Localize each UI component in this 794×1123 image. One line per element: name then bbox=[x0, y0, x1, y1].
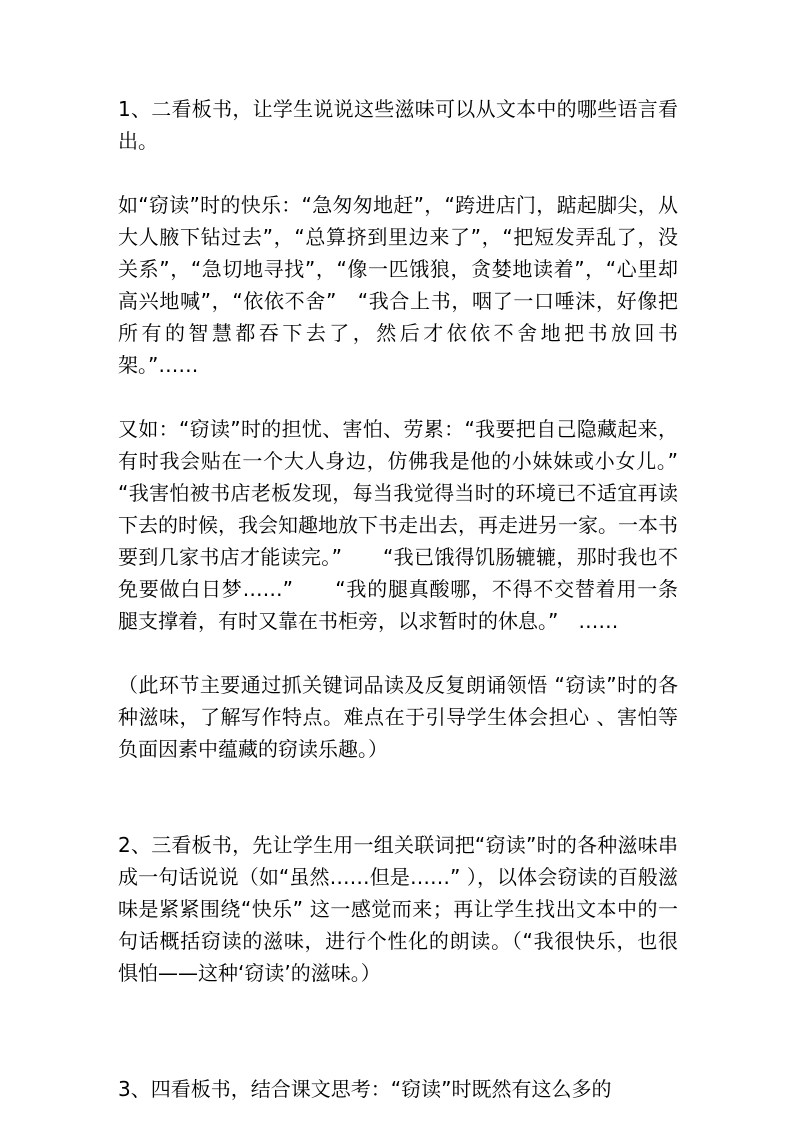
paragraph-worry-examples: 又如：“窃读”时的担忧、害怕、劳累：“我要把自己隐藏起来，有时我会贴在一个大人身边，仿佛我是他的小妹妹或小女儿。” “我害怕被书店老板发现，每当我觉得当时的环境已不适宜再读下去的时候，我会知趣地放下书走出去，再走进另一家。一本书要到几家书店才能读完。” “我已饿得饥肠辘辘，那时我也不免要做白日梦……” “我的腿真酸哪，不得不交替着用一条腿支撑着，有时又靠在书柜旁，以求暂时的休息。” …… bbox=[118, 417, 718, 633]
paragraph-step-3: 3、四看板书，结合课文思考：“窃读”时既然有这么多的 bbox=[118, 1077, 612, 1101]
spacer bbox=[118, 989, 678, 1073]
paragraph-step-1: 1、二看板书，让学生说说这些滋味可以从文本中的哪些语言看出。 bbox=[118, 97, 678, 153]
document-page bbox=[118, 93, 718, 1105]
spacer bbox=[118, 381, 678, 413]
paragraph-note: （此环节主要通过抓关键词品读及反复朗诵领悟 “窃读”时的各种滋味，了解写作特点。难点在于引导学生体会担心 、害怕等负面因素中蕴藏的窃读乐趣。） bbox=[118, 673, 678, 761]
paragraph-joy-examples: 如“窃读”时的快乐：“急匆匆地赶”，“跨进店门，踮起脚尖，从大人腋下钻过去”，“总算挤到里边来了”，“把短发弄乱了，没关系”，“急切地寻找”，“像一匹饿狼，贪婪地读着”，“心里却高兴地喊”，“依依不舍” “我合上书，咽了一口唾沫，好像把所有的智慧都吞下去了，然后才依依不舍地把书放回书架。”…… bbox=[118, 193, 678, 377]
paragraph-step-2: 2、三看板书，先让学生用一组关联词把“窃读”时的各种滋味串成一句话说说（如“虽然……但是……” ），以体会窃读的百般滋味是紧紧围绕“快乐” 这一感觉而来；再让学生找出文本中的一句话概括窃读的滋味，进行个性化的朗读。（“我很快乐，也很惧怕——这种‘窃读’的滋味。） bbox=[118, 833, 678, 985]
spacer bbox=[118, 765, 678, 829]
spacer bbox=[118, 157, 678, 189]
spacer bbox=[118, 637, 678, 669]
